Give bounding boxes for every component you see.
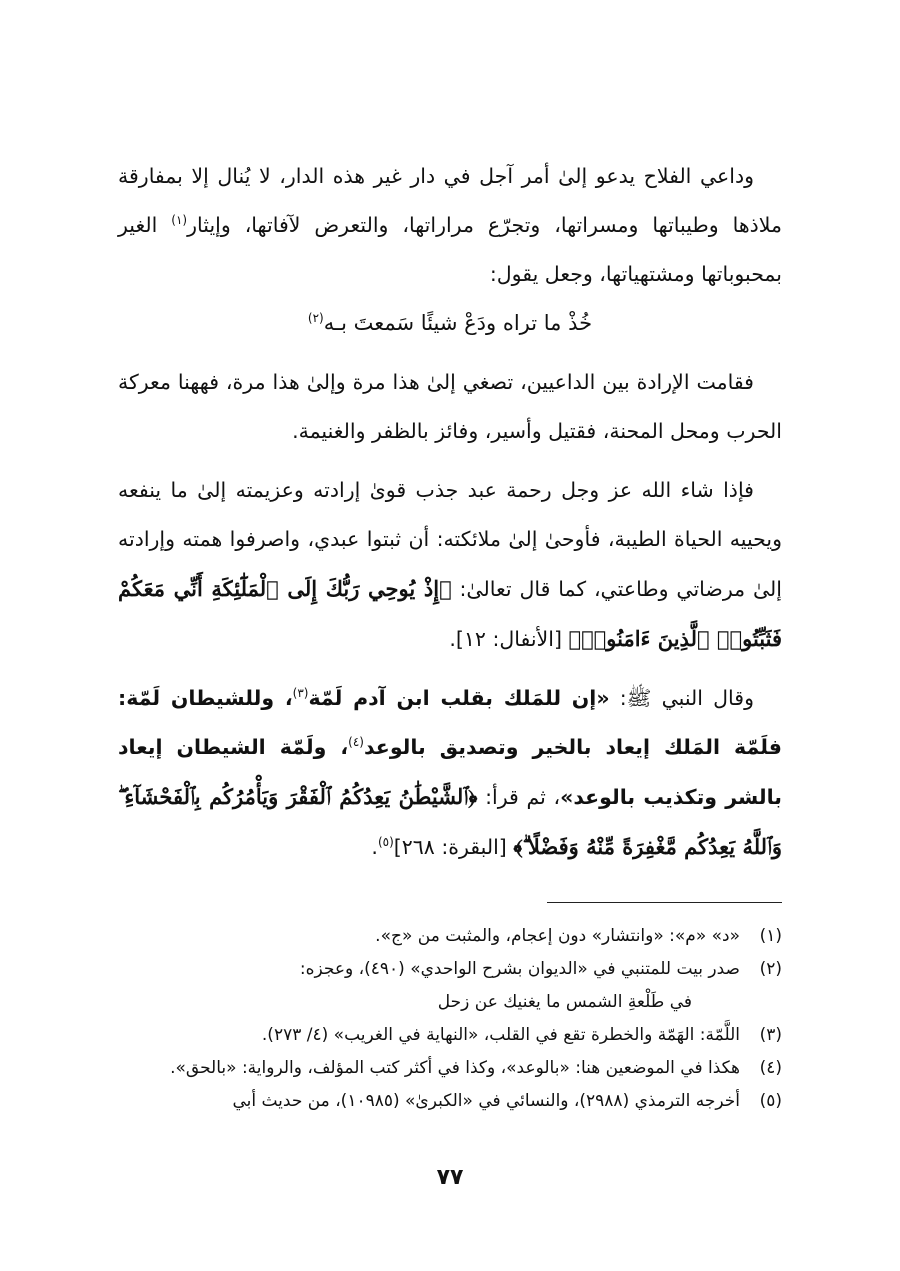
quran-verse-anfal: ﴿إِذْ يُوحِي رَبُّكَ إِلَى ٱلْمَلَٰٓئِكَةِ أَنِّي مَعَكُمْ فَثَبِّتُوا۟ ٱلَّذِينَ ءَامَنُوا۟﴾ [118, 576, 782, 651]
paragraph-1 [118, 152, 782, 299]
main-text [118, 152, 782, 872]
footnote-3-text: اللَّمّة: الهَمّة والخطرة تقع في القلب، «النهاية في الغريب» (٤/ ٢٧٣). [261, 1025, 740, 1045]
paragraph-3-text: فإذا شاء الله عز وجل رحمة عبد جذب قوىٰ إرادته وعزيمته إلىٰ ما ينفعه ويحييه الحياة الطيبة، فأوحىٰ إلىٰ ملائكته: أن ثبتوا عبدي، واصرفوا همته وإرادته إلىٰ مرضاتي وطاعتي، كما قال تعالىٰ: [118, 478, 782, 601]
paragraph-4-mid: ، ثم قرأ: [477, 785, 561, 809]
footnote-4 [118, 1052, 782, 1085]
footnote-4-text: هكذا في الموضعين هنا: «بالوعد»، وكذا في أكثر كتب المؤلف، والرواية: «بالحق». [170, 1058, 740, 1078]
citation-baqarah: [البقرة: ٢٦٨] [393, 835, 514, 859]
footnote-2-text: صدر بيت للمتنبي في «الديوان بشرح الواحدي» (٤٩٠)، وعجزه: [299, 959, 740, 979]
footnote-5 [118, 1085, 782, 1118]
paragraph-1-end: الغير بمحبوباتها ومشتهياتها، وجعل يقول: [118, 213, 782, 286]
quran-verse-baqarah: ﴿ٱلشَّيْطَٰنُ يَعِدُكُمُ ٱلْفَقْرَ وَيَأْمُرُكُم بِٱلْفَحْشَآءِ ۖ وَٱللَّهُ يَعِدُكُم مَّغْفِرَةً مِّنْهُ وَفَضْلًا ۗ﴾ [118, 784, 782, 859]
footnotes-list [118, 920, 782, 1118]
citation-anfal: [الأنفال: ١٢]. [449, 627, 569, 651]
paragraph-4-end: . [371, 835, 378, 859]
page-number: ٧٧ [436, 1165, 464, 1190]
footnote-1 [118, 920, 782, 953]
poetry-verse [118, 299, 782, 348]
footnote-5-text: أخرجه الترمذي (٢٩٨٨)، والنسائي في «الكبرىٰ» (١٠٩٨٥)، من حديث أبي [232, 1091, 740, 1111]
footnote-1-text: «د» «م»: «وانتشار» دون إعجام، والمثبت من «ج». [375, 926, 740, 946]
footnote-2-number: (٢) [759, 959, 782, 979]
paragraph-2: فقامت الإرادة بين الداعيين، تصغي إلىٰ هذا مرة وإلىٰ هذا مرة، فههنا معركة الحرب ومحل المحنة، فقتيل وأسير، وفائز بالظفر والغنيمة. [118, 370, 782, 443]
footnote-4-number: (٤) [759, 1058, 782, 1078]
footnote-ref-1[interactable]: (١) [171, 213, 188, 228]
footnote-2 [118, 953, 782, 986]
poetry-verse-text: خُذْ ما تراه ودَعْ شيئًا سَمعتَ بـه [323, 311, 593, 335]
footnote-1-number: (١) [759, 926, 782, 946]
paragraph-4-intro: وقال النبي ﷺ: [609, 686, 754, 710]
footnote-ref-2[interactable]: (٢) [307, 311, 324, 325]
footnote-ref-4[interactable]: (٤) [348, 735, 364, 750]
footnote-separator [547, 902, 782, 903]
footnote-ref-3[interactable]: (٣) [292, 686, 309, 701]
footnote-ref-5[interactable]: (٥) [377, 835, 394, 850]
footnote-3 [118, 1019, 782, 1052]
footnote-5-number: (٥) [759, 1091, 782, 1111]
hadith-text-3: ، ولَمّة الشيطان إيعاد بالشر وتكذيب بالوعد» [118, 735, 782, 809]
paragraph-3 [118, 466, 782, 664]
hadith-text-1: «إن للمَلك بقلب ابن آدم لَمّة [308, 686, 610, 710]
paragraph-4 [118, 674, 782, 872]
footnote-2-verse: في طَلْعةِ الشمس ما يغنيك عن زحل [437, 992, 692, 1012]
paragraph-1-text: وداعي الفلاح يدعو إلىٰ أمر آجل في دار غير هذه الدار، لا يُنال إلا بمفارقة ملاذها وطيباتها ومسراتها، وتجرّع مراراتها، والتعرض لآفاتها، وإيثار [118, 164, 782, 237]
footnote-3-number: (٣) [759, 1025, 782, 1045]
hadith-text-2: ، وللشيطان لَمّة: فلَمّة المَلك إيعاد بالخير وتصديق بالوعد [118, 686, 782, 759]
